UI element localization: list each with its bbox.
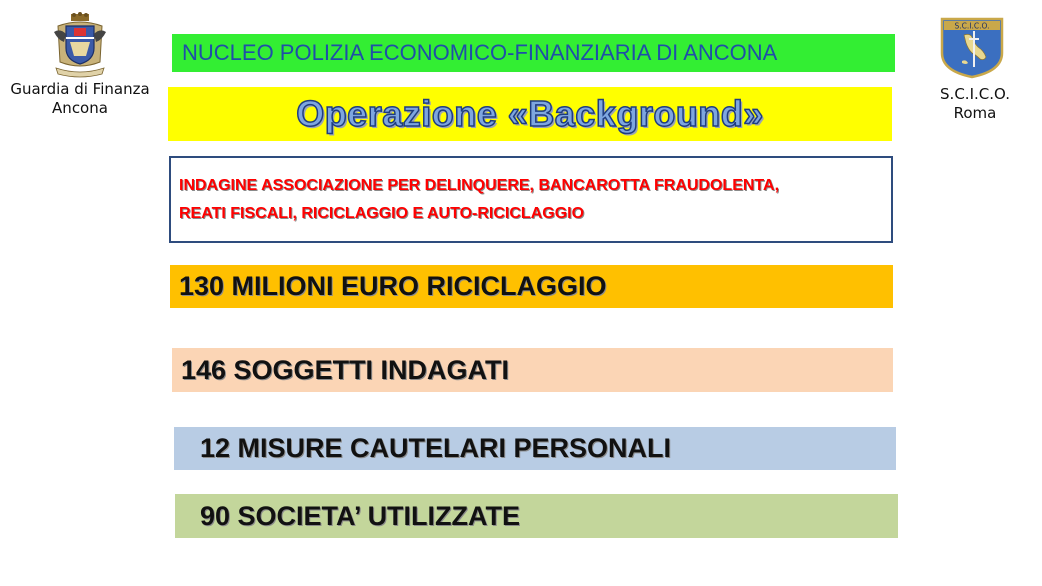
left-logo-caption-line2: Ancona: [52, 99, 108, 117]
left-logo-caption-line1: Guardia di Finanza: [10, 80, 150, 98]
operation-title-bar: [168, 87, 892, 141]
stat-laundering-amount-text: 130 MILIONI EURO RICICLAGGIO: [179, 271, 607, 301]
stat-companies-used: [175, 494, 898, 538]
stat-precautionary-measures: [174, 427, 896, 470]
scico-badge-text: S.C.I.C.O.: [954, 21, 990, 31]
operation-title: Operazione «Background»: [296, 93, 764, 134]
scico-shield-icon: [940, 17, 1004, 79]
right-logo-caption: [920, 85, 1030, 123]
stat-suspects: [172, 348, 893, 392]
charges-line-2: REATI FISCALI, RICICLAGGIO E AUTO-RICICLAGGIO: [179, 205, 585, 222]
stat-companies-used-text: 90 SOCIETA’ UTILIZZATE: [200, 501, 521, 531]
unit-title: NUCLEO POLIZIA ECONOMICO-FINANZIARIA DI ANCONA: [182, 40, 778, 65]
left-logo-caption: [0, 80, 160, 118]
stat-precautionary-measures-text: 12 MISURE CAUTELARI PERSONALI: [200, 433, 672, 463]
right-logo-caption-line2: Roma: [953, 104, 997, 122]
charges-box: [169, 156, 893, 243]
right-logo-caption-line1: S.C.I.C.O.: [940, 85, 1010, 103]
guardia-di-finanza-crest-icon: [52, 12, 108, 78]
unit-title-bar: [172, 34, 895, 72]
stat-suspects-text: 146 SOGGETTI INDAGATI: [181, 355, 510, 385]
charges-line-1: INDAGINE ASSOCIAZIONE PER DELINQUERE, BANCAROTTA FRAUDOLENTA,: [179, 177, 780, 194]
stat-laundering-amount: [170, 265, 893, 308]
